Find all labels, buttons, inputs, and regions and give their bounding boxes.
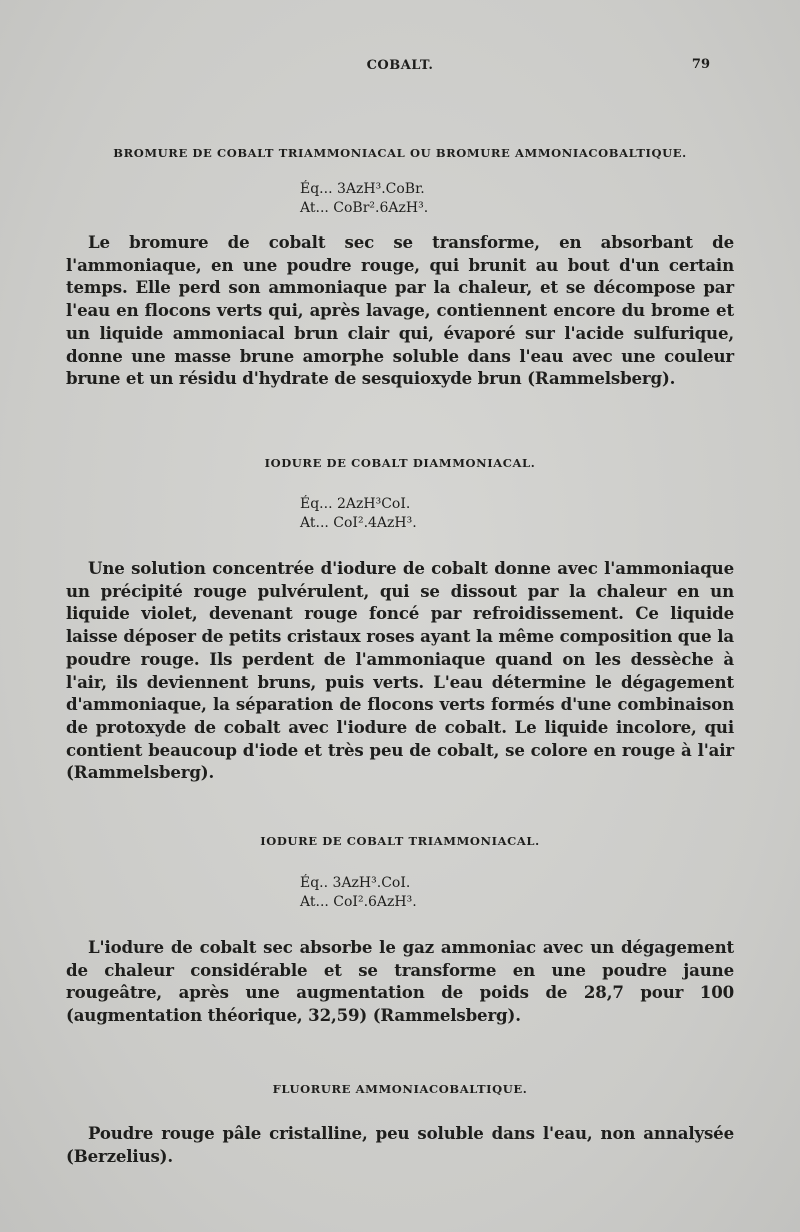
paragraph-fluorure: Poudre rouge pâle cristalline, peu soluble dans l'eau, non annalysée (Berzelius).: [66, 1123, 734, 1166]
formula-block-bromure: [300, 180, 428, 218]
running-head: [0, 58, 800, 78]
section-heading-iodure-diammoniacal: IODURE DE COBALT DIAMMONIACAL.: [264, 456, 536, 470]
section-heading-bromure: BROMURE DE COBALT TRIAMMONIACAL OU BROMURE AMMONIACOBALTIQUE.: [113, 146, 687, 160]
formula-eq: Éq... 3AzH³.CoBr.: [300, 181, 425, 197]
formula-block-iodure-diammoniacal: [300, 495, 417, 533]
page-number: 79: [691, 57, 710, 72]
section-heading-iodure-triammoniacal: IODURE DE COBALT TRIAMMONIACAL.: [260, 834, 540, 848]
running-title: COBALT.: [366, 58, 434, 73]
formula-at: At... CoI².4AzH³.: [300, 515, 417, 531]
paragraph-bromure: Le bromure de cobalt sec se transforme, en absorbant de l'ammoniaque, en une poudre rouge, qui brunit au bout d'un certain temps. Elle perd son ammoniaque par la chaleur, et se décompose par l'eau en flocons verts qui, après lavage, contiennent encore du brome et un liquide ammoniacal brun clair qui, évaporé sur l'acide sulfurique, donne une masse brune amorphe soluble dans l'eau avec une couleur brune et un résidu d'hydrate de sesquioxyde brun (Rammelsberg).: [66, 232, 734, 389]
paragraph-iodure-diammoniacal: Une solution concentrée d'iodure de cobalt donne avec l'ammoniaque un précipité rouge pulvérulent, qui se dissout par la chaleur en un liquide violet, devenant rouge foncé par refroidissement. Ce liquide laisse déposer de petits cristaux roses ayant la même composition que la poudre rouge. Ils perdent de l'ammoniaque quand on les dessèche à l'air, ils deviennent bruns, puis verts. L'eau détermine le dégagement d'ammoniaque, la séparation de flocons verts formés d'une combinaison de protoxyde de cobalt avec l'iodure de cobalt. Le liquide incolore, qui contient beaucoup d'iode et très peu de cobalt, se colore en rouge à l'air (Rammelsberg).: [66, 558, 734, 783]
formula-block-iodure-triammoniacal: [300, 874, 417, 912]
section-heading-fluorure: FLUORURE AMMONIACOBALTIQUE.: [272, 1082, 528, 1096]
formula-eq: Éq... 2AzH³CoI.: [300, 496, 411, 512]
formula-eq: Éq.. 3AzH³.CoI.: [300, 875, 411, 891]
paragraph-iodure-triammoniacal: L'iodure de cobalt sec absorbe le gaz ammoniac avec un dégagement de chaleur considérable et se transforme en une poudre jaune rougeâtre, après une augmentation de poids de 28,7 pour 100 (augmentation théorique, 32,59) (Rammelsberg).: [66, 937, 734, 1026]
formula-at: At... CoI².6AzH³.: [300, 894, 417, 910]
formula-at: At... CoBr².6AzH³.: [300, 200, 429, 216]
